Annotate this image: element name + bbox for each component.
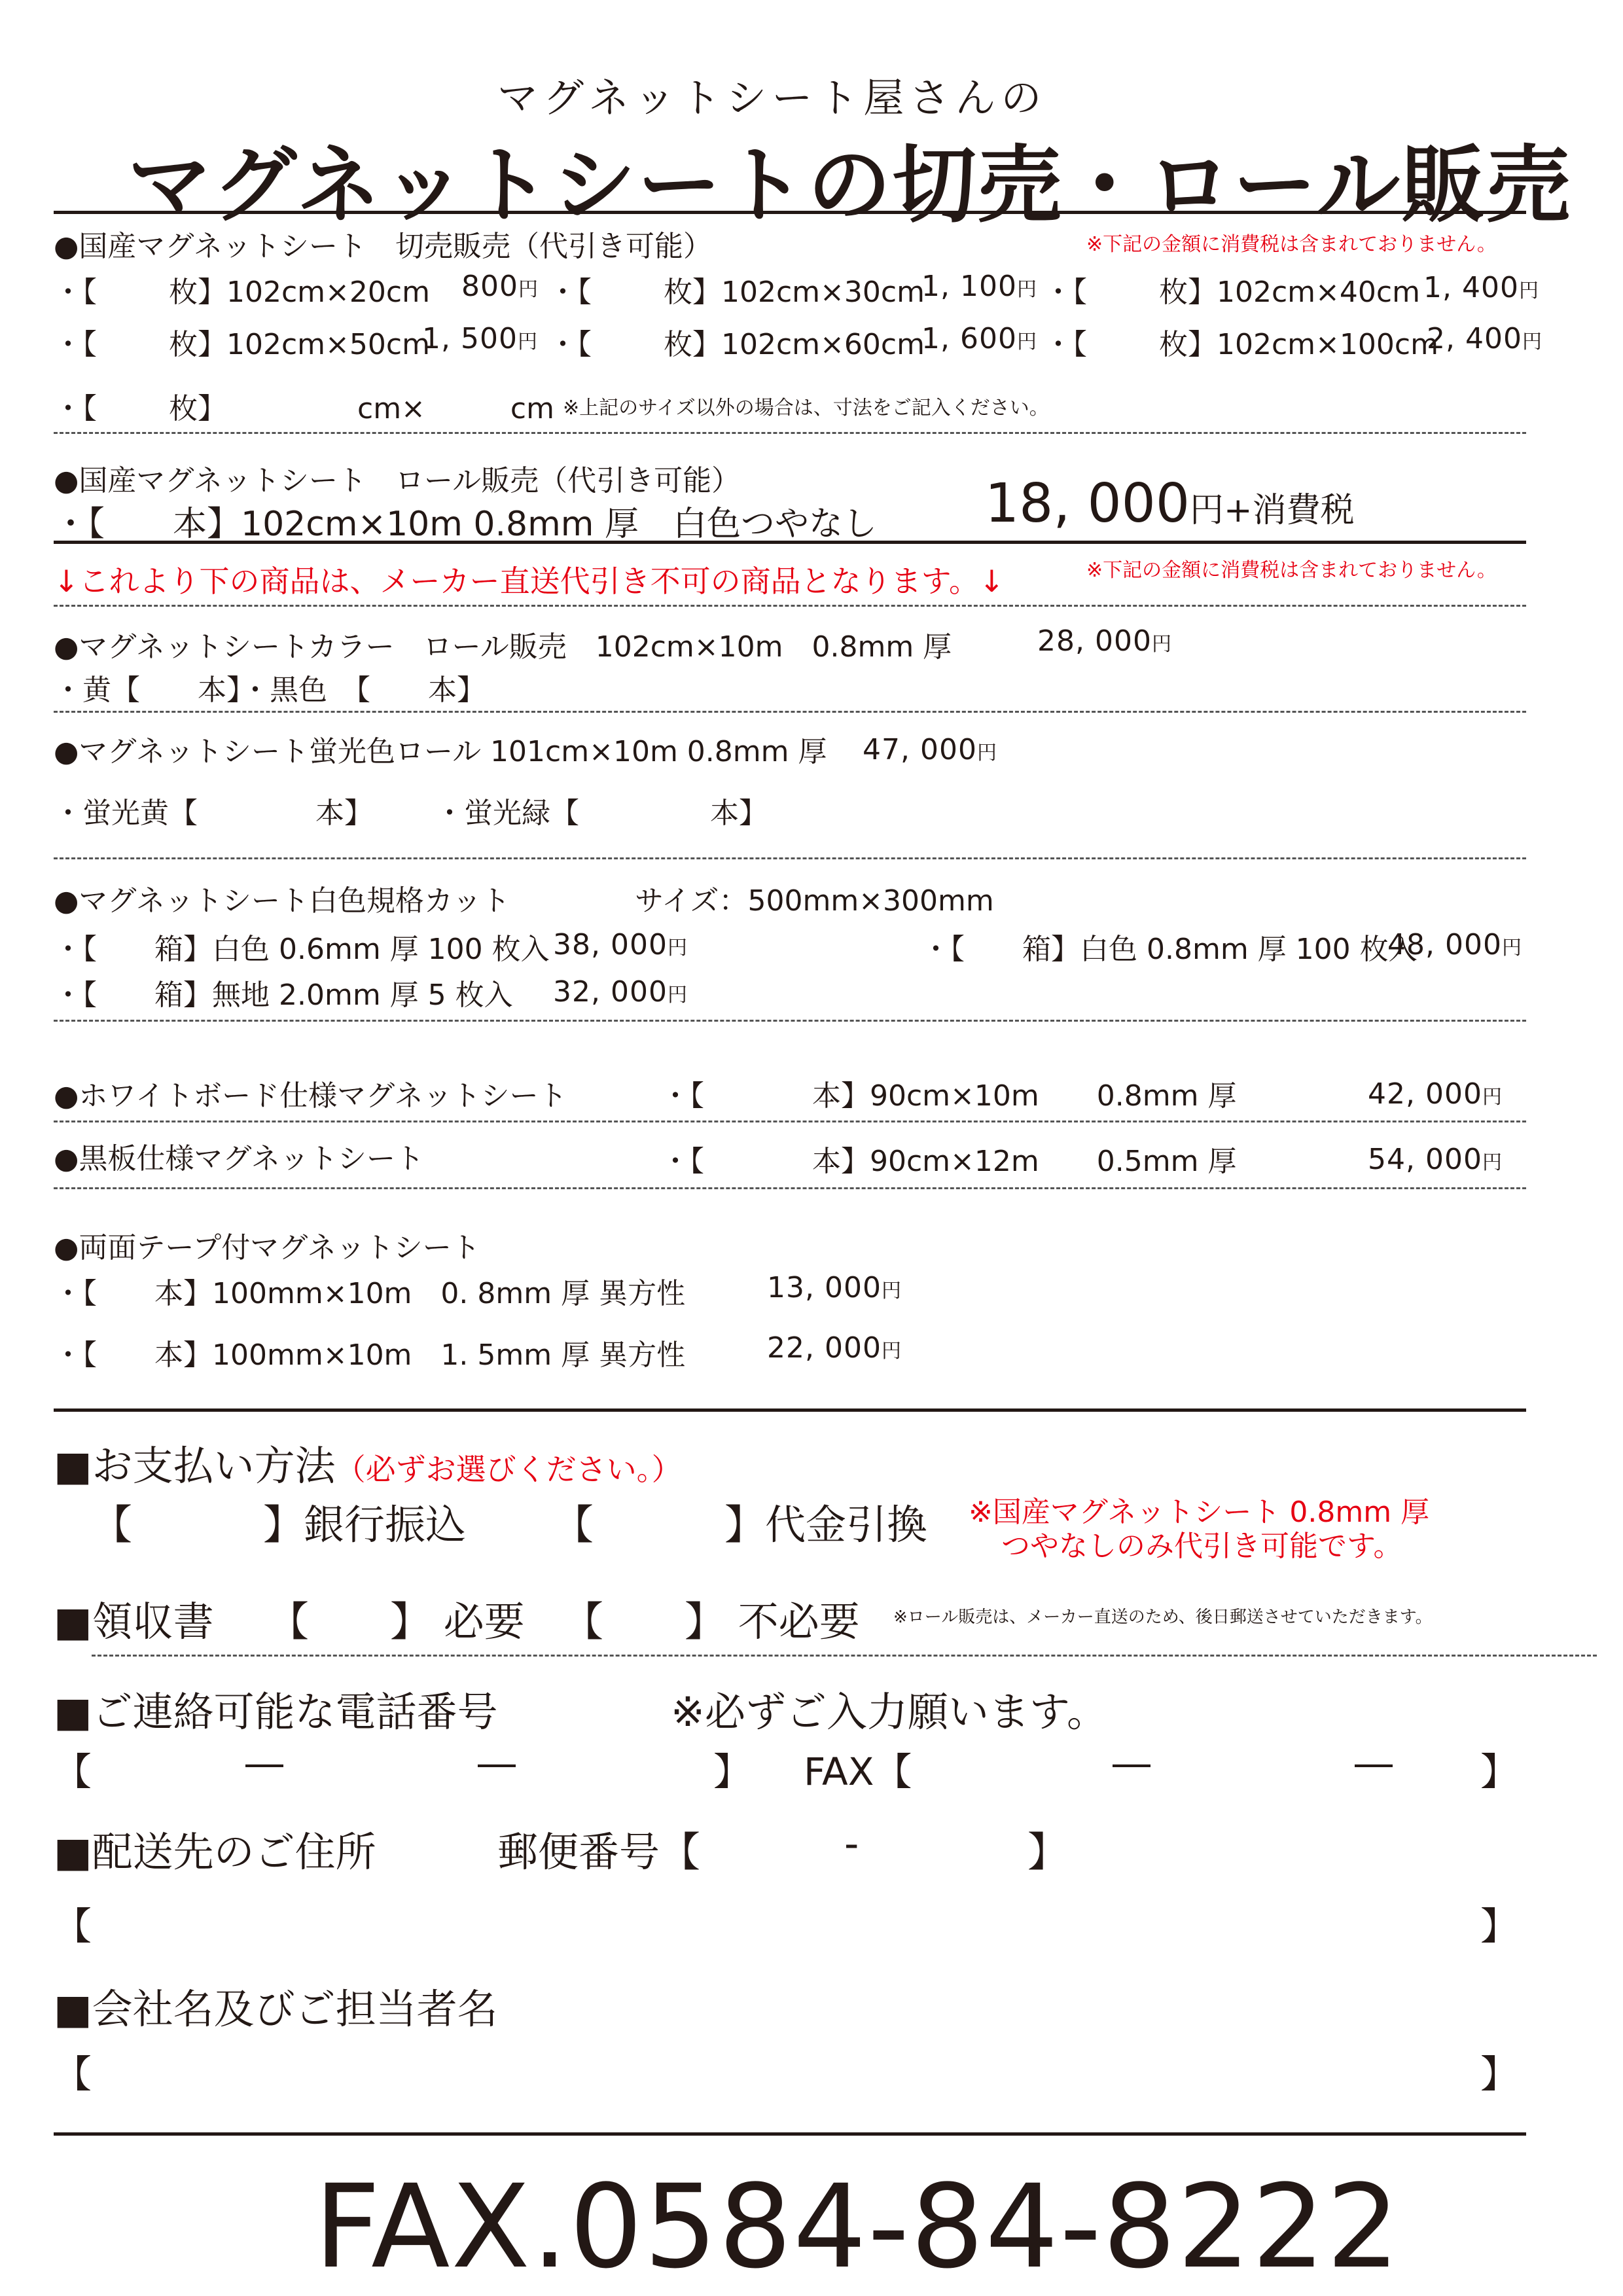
cut-item-2[interactable] [548,268,925,310]
phone-dash-1: ― [245,1741,283,1785]
phone-open: 【 [54,1749,92,1794]
fluor-roll-heading: ●マグネットシート蛍光色ロール 101cm×10m 0.8mm 厚 [54,735,827,768]
address-open: 【 [54,1904,92,1948]
fluor-roll-price: 47, 000円 [863,733,997,766]
color-roll-heading: ●マグネットシートカラー ロール販売 102cm×10m 0.8mm 厚 [54,630,952,664]
divider [54,1121,1526,1122]
bracket: ・【 [548,276,592,309]
tape-price-2: 22, 000円 [767,1331,902,1365]
page-title: マグネットシートの切売・ロール販売 [128,137,1572,234]
white-cut-price-2: 48, 000円 [1387,928,1522,961]
fax-label: FAX【 [804,1749,912,1794]
roll-sales-price: 18, 000円+消費税 [985,473,1355,535]
cut-item-4[interactable] [54,321,430,363]
payment-note: （必ずお選びください。） [335,1452,682,1487]
company-open: 【 [54,2052,92,2096]
fax-number: FAX.0584-84-8222 [314,2160,1401,2294]
fax-dash-2: ― [1355,1741,1393,1785]
divider [92,1655,1597,1657]
color-roll-price: 28, 000円 [1037,624,1172,658]
cod-note-2: つやなしのみ代引き可能です。 [1001,1530,1402,1563]
cut-item-3[interactable] [1044,268,1420,310]
cut-item-1[interactable] [54,268,430,310]
payment-cod-option[interactable]: 【 】代金引換 [553,1501,928,1549]
cut-item-6[interactable] [1044,321,1438,363]
roll-rule [54,541,1526,544]
white-cut-heading: ●マグネットシート白色規格カット [54,884,510,918]
unit: 枚】 [1159,328,1217,361]
cut-price-3: 1, 400円 [1423,271,1539,304]
receipt-heading: ■領収書 [54,1598,214,1645]
color-roll-options[interactable]: ・黄【 本】・黒色 【 本】 [54,673,486,707]
company-close: 】 [1480,2052,1519,2096]
tape-heading: ●両面テープ付マグネットシート [54,1231,480,1265]
blackboard-heading: ●黒板仕様マグネットシート [54,1142,424,1175]
divider [54,432,1526,434]
address-close: 】 [1480,1904,1519,1948]
address-field[interactable] [98,1895,1459,1948]
receipt-no-need-option[interactable]: 【 】 不必要 [563,1598,860,1645]
whiteboard-price: 42, 000円 [1368,1077,1503,1111]
phone-close: 】 [713,1749,752,1794]
fax-dash-1: ― [1113,1741,1150,1785]
fax-field[interactable] [942,1741,1472,1793]
divider [54,605,1526,607]
cod-note-1: ※国産マグネットシート 0.8mm 厚 [969,1496,1430,1529]
cut-sales-heading: ●国産マグネットシート 切売販売（代引き可能） [54,230,712,263]
cut-price-2: 1, 100円 [921,270,1037,303]
size: 102cm×50cm [226,328,430,361]
postal-field[interactable] [726,1820,1027,1872]
maker-notice: ↓これより下の商品は、メーカー直送代引き不可の商品となります。↓ [54,564,1005,599]
size: 102cm×30cm [721,276,925,309]
title-rule [54,211,1526,214]
phone-dash-2: ― [478,1741,516,1785]
unit: 枚】 [169,276,226,309]
blackboard-item[interactable]: ・【 本】90cm×12m 0.5mm 厚 [661,1145,1237,1178]
tape-price-1: 13, 000円 [767,1271,902,1304]
blackboard-price: 54, 000円 [1368,1143,1503,1176]
divider [54,711,1526,713]
size: 102cm×40cm [1217,276,1420,309]
address-heading: ■配送先のご住所 [54,1828,376,1876]
receipt-need-option[interactable]: 【 】 必要 [268,1598,525,1645]
size: 102cm×20cm [226,276,430,309]
tax-note: ※下記の金額に消費税は含まれておりません。 [1086,233,1497,256]
cut-price-5: 1, 600円 [921,322,1037,355]
white-cut-size: サイズ：500mm×300mm [635,884,994,918]
unit: 枚】 [1159,276,1217,309]
cut-price-1: 800円 [461,270,539,303]
size: 102cm×100cm [1217,328,1438,361]
white-cut-price-3: 32, 000円 [553,975,688,1009]
size: 102cm×60cm [721,328,925,361]
subtitle: マグネットシート屋さんの [497,74,1047,122]
footer-rule [54,2132,1526,2136]
bracket: ・【 [54,276,97,309]
phone-field[interactable] [92,1741,694,1793]
unit: 枚】 [664,328,721,361]
bracket: ・【 [54,328,97,361]
fax-close: 】 [1480,1749,1519,1794]
roll-sales-item[interactable]: ・【 本】102cm×10m 0.8mm 厚 白色つやなし [54,505,877,544]
bracket: ・【 [548,328,592,361]
whiteboard-heading: ●ホワイトボード仕様マグネットシート [54,1079,567,1113]
unit: 枚】 [664,276,721,309]
phone-required-note: ※必ずご入力願います。 [671,1688,1107,1736]
roll-sales-heading: ●国産マグネットシート ロール販売（代引き可能） [54,464,741,497]
white-cut-item-3[interactable]: ・【 箱】無地 2.0mm 厚 5 枚入 [54,978,513,1012]
divider [54,857,1526,859]
fluor-option-green[interactable]: ・蛍光緑【 本】 [435,797,768,830]
custom-height: cm [510,392,554,425]
bracket: ・【 [1044,276,1087,309]
divider [54,1187,1526,1189]
divider [54,1020,1526,1022]
postal-dash: - [844,1820,859,1867]
white-cut-price-1: 38, 000円 [553,928,688,961]
company-heading: ■会社名及びご担当者名 [54,1985,498,2033]
fluor-option-yellow[interactable]: ・蛍光黄【 本】 [54,797,373,830]
cut-item-custom[interactable]: ・【 枚】 cm× cm [54,392,554,425]
payment-heading: ■お支払い方法（必ずお選びください。） [54,1442,682,1490]
whiteboard-item[interactable]: ・【 本】90cm×10m 0.8mm 厚 [661,1079,1237,1113]
cut-item-5[interactable] [548,321,925,363]
section-rule [54,1408,1526,1412]
custom-width: cm× [357,392,425,425]
phone-heading: ■ご連絡可能な電話番号 [54,1688,498,1736]
unit: 枚】 [169,328,226,361]
tax-note-2: ※下記の金額に消費税は含まれておりません。 [1086,559,1497,582]
tape-item-2[interactable]: ・【 本】100mm×10m 1. 5mm 厚 異方性 [54,1338,686,1372]
company-field[interactable] [98,2043,1459,2096]
cut-price-6: 2, 400円 [1427,322,1543,355]
white-cut-item-1[interactable]: ・【 箱】白色 0.6mm 厚 100 枚入 [54,933,550,966]
tape-item-1[interactable]: ・【 本】100mm×10m 0. 8mm 厚 異方性 [54,1277,686,1310]
postal-label: 郵便番号【 [497,1828,701,1876]
roll-shipping-note: ※ロール販売は、メーカー直送のため、後日郵送させていただきます。 [893,1607,1433,1627]
size-note: ※上記のサイズ以外の場合は、寸法をご記入ください。 [563,397,1049,420]
bracket: ・【 [1044,328,1087,361]
postal-close: 】 [1027,1828,1069,1876]
payment-bank-option[interactable]: 【 】銀行振込 [92,1501,467,1549]
cut-price-4: 1, 500円 [422,322,538,355]
white-cut-item-2[interactable]: ・【 箱】白色 0.8mm 厚 100 枚入 [921,933,1418,966]
